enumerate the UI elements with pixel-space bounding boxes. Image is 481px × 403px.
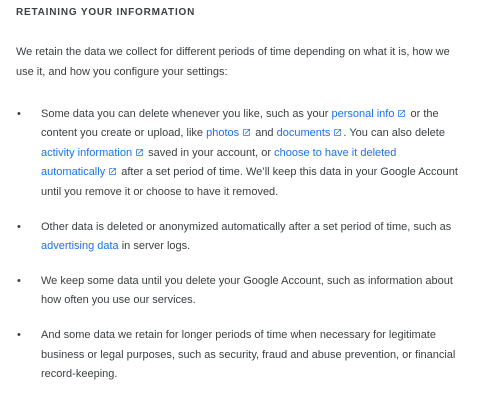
- bullet-dot: •: [17, 329, 21, 342]
- bullet-item: [16, 272, 461, 311]
- external-link-icon: [397, 109, 406, 118]
- external-link-icon: [333, 128, 342, 137]
- bullet-text: or the content you create or upload, like: [41, 108, 439, 140]
- bullet-dot: •: [17, 108, 21, 120]
- section-heading: RETAINING YOUR INFORMATION: [16, 7, 196, 18]
- bullet-text: and: [252, 127, 277, 140]
- inline-link[interactable]: choose to have it deleted automatically: [41, 146, 397, 179]
- bullet-text: saved in your account, or: [145, 146, 275, 159]
- bullet-text: in server logs.: [118, 239, 191, 252]
- bullet-text: after a set period of time. We’ll keep this data in your Google Account until you remove it or choose to have it removed.: [41, 166, 458, 198]
- bullet-text: We keep some data until you delete your Google Account, such as information about how often you use our services.: [41, 274, 453, 307]
- bullet-text: . You can also delete: [343, 127, 445, 140]
- inline-link[interactable]: personal info: [331, 108, 395, 120]
- inline-link[interactable]: documents: [276, 127, 331, 140]
- external-link-icon: [108, 167, 117, 176]
- bullet-text: Some data you can delete whenever you like, such as your: [41, 108, 332, 120]
- bullet-list: [16, 105, 461, 400]
- inline-link[interactable]: activity information: [41, 146, 133, 159]
- external-link-icon: [242, 128, 251, 137]
- inline-link[interactable]: advertising data: [41, 239, 119, 252]
- bullet-item: [16, 326, 461, 384]
- bullet-text: Other data is deleted or anonymized automatically after a set period of time, such as: [41, 220, 452, 233]
- bullet-item: [16, 218, 461, 257]
- intro-paragraph: We retain the data we collect for different periods of time depending on what it is, how we use it, and how you configure your settings:: [16, 46, 450, 78]
- bullet-dot: •: [17, 274, 21, 287]
- bullet-dot: •: [17, 220, 21, 233]
- bullet-item: [16, 105, 461, 202]
- inline-link[interactable]: photos: [206, 127, 240, 140]
- bullet-text: And some data we retain for longer periods of time when necessary for legitimate business or legal purposes, such as security, fraud and abuse prevention, or financial record-keeping.: [41, 329, 456, 380]
- external-link-icon: [135, 148, 144, 157]
